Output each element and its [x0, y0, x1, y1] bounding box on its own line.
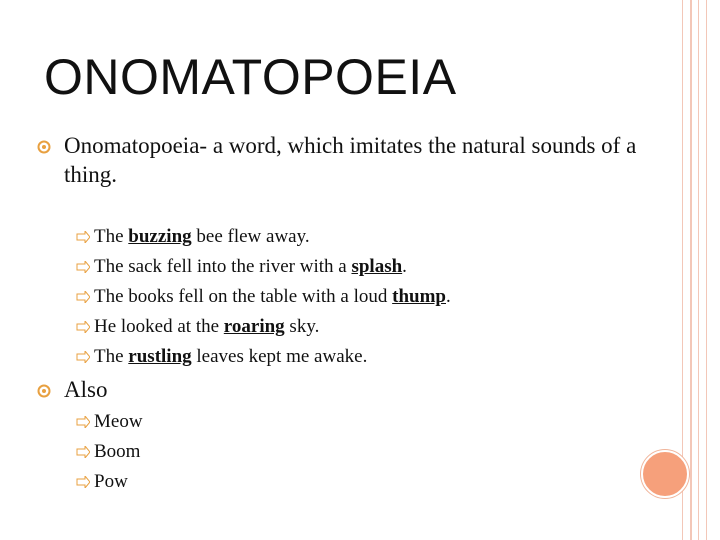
- example-emphasis: splash: [351, 256, 403, 277]
- example-emphasis: rustling: [128, 346, 192, 367]
- arrow-bullet-icon: [76, 261, 90, 273]
- gear-bullet-icon: [37, 384, 51, 398]
- example-text: .: [446, 286, 451, 307]
- example-emphasis: thump: [392, 286, 446, 307]
- decorative-border-line: [690, 0, 692, 540]
- definition-text: Onomatopoeia- a word, which imitates the natural sounds of a thing.: [64, 133, 637, 187]
- example-text: The: [94, 346, 129, 367]
- example-text: .: [402, 256, 407, 277]
- example-item: [94, 255, 407, 279]
- example-text: The: [94, 226, 129, 247]
- arrow-bullet-icon: [76, 231, 90, 243]
- example-emphasis: buzzing: [128, 226, 192, 247]
- example-text: The books fell on the table with a loud: [94, 286, 393, 307]
- example-item: [94, 345, 367, 369]
- also-item: Meow: [94, 411, 143, 432]
- gear-bullet-icon: [37, 140, 51, 154]
- arrow-bullet-icon: [76, 321, 90, 333]
- decorative-border-line: [706, 0, 707, 540]
- example-text: The sack fell into the river with a: [94, 256, 352, 277]
- also-item: Boom: [94, 441, 141, 462]
- example-item: [94, 315, 319, 339]
- example-text: bee flew away.: [191, 226, 310, 247]
- example-text: sky.: [284, 316, 320, 337]
- example-item: [94, 285, 451, 309]
- example-item: [94, 225, 310, 249]
- arrow-bullet-icon: [76, 476, 90, 488]
- also-item: Pow: [94, 471, 128, 492]
- arrow-bullet-icon: [76, 351, 90, 363]
- decorative-circle: [641, 450, 689, 498]
- arrow-bullet-icon: [76, 416, 90, 428]
- arrow-bullet-icon: [76, 291, 90, 303]
- example-emphasis: roaring: [223, 316, 285, 337]
- example-text: He looked at the: [94, 316, 224, 337]
- decorative-border-line: [698, 0, 699, 540]
- arrow-bullet-icon: [76, 446, 90, 458]
- also-label: Also: [64, 377, 108, 402]
- slide-title: ONOMATOPOEIA: [44, 49, 457, 105]
- example-text: leaves kept me awake.: [191, 346, 368, 367]
